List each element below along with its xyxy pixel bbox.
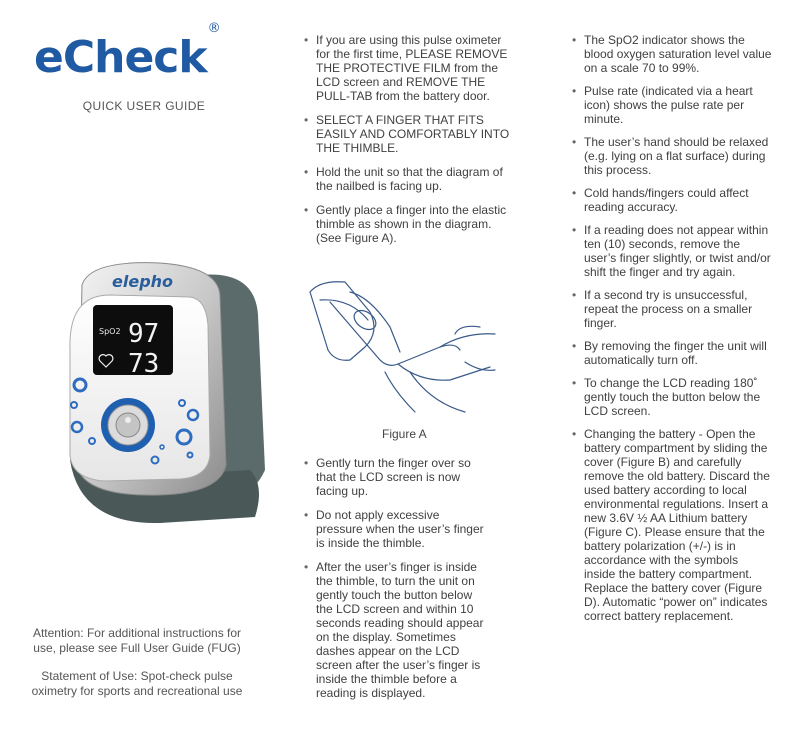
device-logo: elepho (112, 272, 174, 291)
spo2-value: 97 (128, 319, 160, 349)
list-item: • If you are using this pulse oximeter for the first time, PLEASE REMOVE THE PROTECTIVE FILM from the LCD screen and REMOVE THE PULL-TAB from the battery door. (304, 33, 514, 103)
list-item: • Pulse rate (indicated via a heart icon) shows the pulse rate per minute. (572, 84, 772, 126)
list-item: • SELECT A FINGER THAT FITS EASILY AND COMFORTABLY INTO THE THIMBLE. (304, 113, 514, 155)
list-item: • Do not apply excessive pressure when the user’s finger is inside the thimble. (304, 508, 484, 550)
list-item: • Changing the battery - Open the battery compartment by sliding the cover (Figure B) and carefully remove the old battery. Discard the used battery according to local environmental regulations. Insert a new 3.6V ½ AA Lithium battery (Figure C). Please ensure that the battery polarization (+/-) is in accordance with the symbols inside the battery compartment. Replace the battery cover (Figure D). Automatic “power on” indicates correct battery replacement. (572, 427, 772, 623)
list-item: • After the user’s finger is inside the thimble, to turn the unit on gently touch the button below the LCD screen and within 10 seconds reading should appear on the display. Sometimes dashes appear on the LCD screen after the user’s finger is inside the thimble before a reading is displayed. (304, 560, 484, 700)
list-item: • The SpO2 indicator shows the blood oxygen saturation level value on a scale 70 to 99%. (572, 33, 772, 75)
registered-mark: ® (207, 21, 220, 37)
attention-note: Attention: For additional instructions for use, please see Full User Guide (FUG) (32, 626, 242, 655)
list-item: • Hold the unit so that the diagram of the nailbed is facing up. (304, 165, 514, 193)
list-item: • Gently turn the finger over so that the LCD screen is now facing up. (304, 456, 484, 498)
brand-name: eCheck (34, 32, 207, 83)
figure-a-caption: Figure A (382, 427, 427, 441)
list-item: • If a reading does not appear within ten (10) seconds, remove the user’s finger slightly, or twist and/or shift the finger and try again. (572, 223, 772, 279)
list-item: • If a second try is unsuccessful, repeat the process on a smaller finger. (572, 288, 772, 330)
list-item: • To change the LCD reading 180˚ gently touch the button below the LCD screen. (572, 376, 772, 418)
list-item: • Gently place a finger into the elastic thimble as shown in the diagram. (See Figure A). (304, 203, 514, 245)
guide-subtitle: QUICK USER GUIDE (82, 99, 206, 113)
pulse-oximeter-illustration (50, 255, 270, 535)
instructions-list-2 (304, 456, 484, 710)
list-item: • The user’s hand should be relaxed (e.g. lying on a flat surface) during this process. (572, 135, 772, 177)
instructions-list-1 (304, 33, 514, 255)
brand-logo (34, 21, 264, 83)
statement-of-use: Statement of Use: Spot-check pulse oximetry for sports and recreational use (31, 669, 243, 698)
instructions-list-3 (572, 33, 772, 632)
figure-a-illustration (290, 272, 502, 422)
pulse-value: 73 (128, 349, 160, 379)
list-item: • By removing the finger the unit will automatically turn off. (572, 339, 772, 367)
spo2-label: SpO2 (99, 327, 121, 336)
list-item: • Cold hands/fingers could affect reading accuracy. (572, 186, 772, 214)
